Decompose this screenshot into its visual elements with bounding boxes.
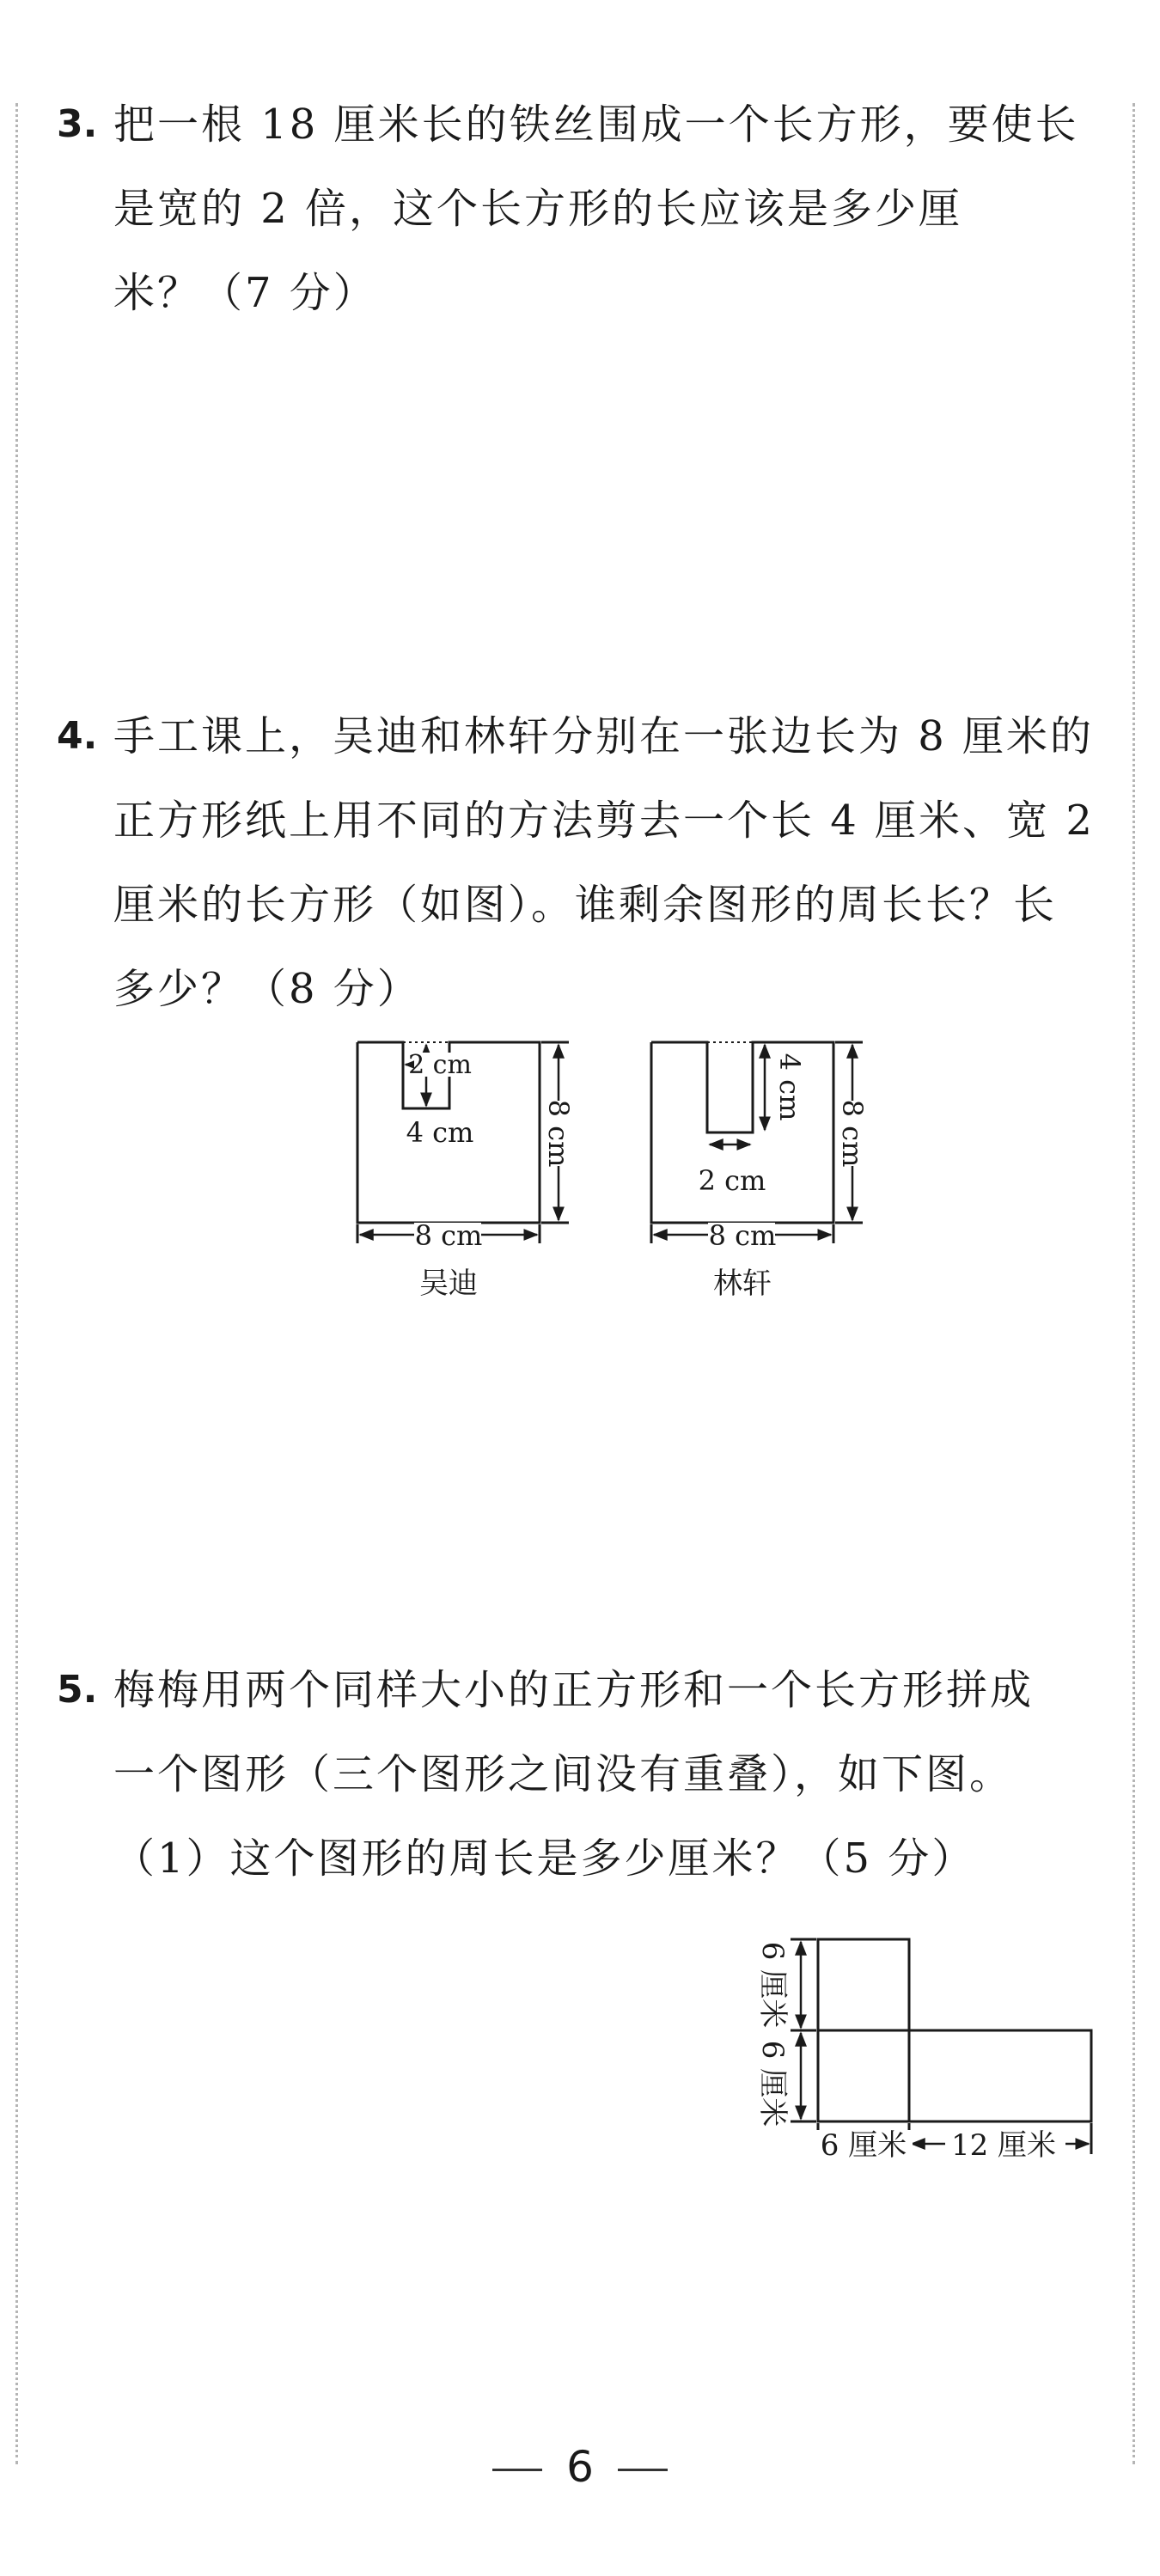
rect-width-label: 12 厘米 [950, 2128, 1057, 2163]
question-line: 手工课上，吴迪和林轩分别在一张边长为 8 厘米的 [113, 712, 1095, 760]
long-rectangle [909, 2030, 1091, 2121]
lower-height-label: 6 厘米 [755, 2040, 790, 2127]
composite-shape-figure [739, 1912, 1108, 2204]
figure-caption-linxuan: 林轩 [713, 1267, 772, 1301]
page-number: 6 [566, 2442, 594, 2492]
question-number: 5. [57, 1668, 98, 1712]
bottom-label: 8 cm [414, 1219, 483, 1252]
cut-depth-label: 4 cm [406, 1116, 474, 1149]
question-number: 3. [57, 102, 98, 146]
wudi-figure [344, 1027, 584, 1310]
left-margin-guide [15, 103, 18, 2464]
question-line: 是宽的 2 倍，这个长方形的长应该是多少厘 [113, 185, 963, 233]
right-margin-guide [1133, 103, 1135, 2464]
question-line: 厘米的长方形（如图）。谁剩余图形的周长长？长 [113, 881, 1058, 929]
question-line: 梅梅用两个同样大小的正方形和一个长方形拼成 [113, 1666, 1035, 1714]
question-line: （1）这个图形的周长是多少厘米？（5 分） [113, 1834, 976, 1883]
cut-width-label: 2 cm [408, 1050, 472, 1080]
page-footer [0, 2442, 1160, 2492]
linxuan-figure [638, 1027, 887, 1310]
cut-height-label: 4 cm [773, 1053, 806, 1121]
upper-square [818, 1939, 909, 2030]
question-5 [52, 1648, 1108, 1901]
question-line: 一个图形（三个图形之间没有重叠），如下图。 [113, 1750, 1014, 1798]
question-line: 正方形纸上用不同的方法剪去一个长 4 厘米、宽 2 [113, 797, 1095, 845]
cut-width-label: 2 cm [698, 1164, 766, 1197]
lower-square [818, 2030, 909, 2121]
footer-dash-right [618, 2469, 668, 2471]
question-line: 多少？（8 分） [113, 965, 421, 1013]
bottom-label: 8 cm [708, 1219, 777, 1252]
question-line: 米？（7 分） [113, 269, 377, 317]
square-width-label: 6 厘米 [820, 2128, 907, 2163]
question-number: 4. [57, 714, 98, 758]
figure-caption-wudi: 吴迪 [419, 1267, 478, 1301]
question-4 [52, 694, 1108, 1031]
upper-height-label: 6 厘米 [755, 1941, 790, 2029]
question-3 [52, 82, 1108, 335]
side-label: 8 cm [836, 1099, 869, 1168]
question-line: 把一根 18 厘米长的铁丝围成一个长方形，要使长 [113, 101, 1079, 149]
side-label: 8 cm [542, 1099, 575, 1168]
footer-dash-left [492, 2469, 542, 2471]
